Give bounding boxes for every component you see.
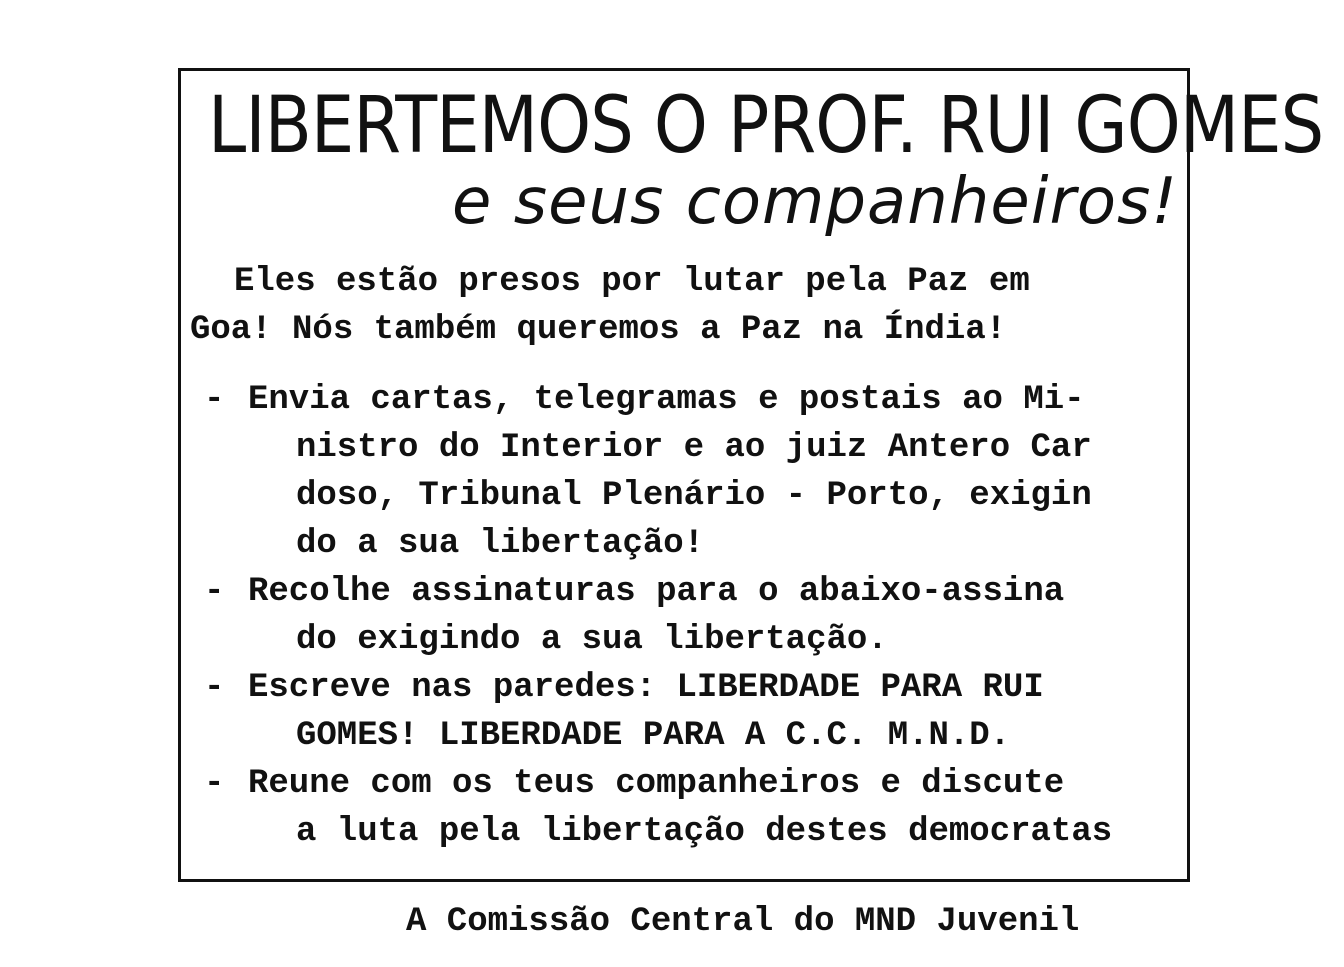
action-line: a luta pela libertação destes democratas [296, 813, 1113, 851]
action-item [204, 376, 1194, 568]
action-text [248, 664, 1044, 760]
action-line: Escreve nas paredes: LIBERDADE PARA RUI [248, 669, 1044, 707]
intro-paragraph [190, 258, 1180, 354]
action-item [204, 760, 1194, 856]
action-line: do exigindo a sua libertação. [296, 621, 888, 659]
action-line: do a sua libertação! [296, 525, 705, 563]
action-text [248, 376, 1092, 568]
action-line: Reune com os teus companheiros e discute [248, 765, 1065, 803]
list-dash: - [204, 669, 225, 707]
leaflet-headline: LIBERTEMOS O PROF. RUI GOMES [208, 81, 1324, 171]
action-line: nistro do Interior e ao juiz Antero Car [296, 429, 1092, 467]
action-line: GOMES! LIBERDADE PARA A C.C. M.N.D. [296, 717, 1011, 755]
list-dash: - [204, 765, 225, 803]
action-line: Recolhe assinaturas para o abaixo-assina [248, 573, 1065, 611]
action-text [248, 568, 1064, 664]
action-text [248, 760, 1112, 856]
action-list [204, 376, 1194, 856]
list-dash: - [204, 573, 225, 611]
intro-line: Eles estão presos por lutar pela Paz em [234, 263, 1030, 301]
action-line: doso, Tribunal Plenário - Porto, exigin [296, 477, 1092, 515]
action-item [204, 568, 1194, 664]
list-dash: - [204, 381, 225, 419]
intro-line: Goa! Nós também queremos a Paz na Índia! [190, 311, 1007, 349]
action-line: Envia cartas, telegramas e postais ao Mi- [248, 381, 1085, 419]
action-item [204, 664, 1194, 760]
leaflet-subheadline: e seus companheiros! [452, 165, 1178, 239]
signature: A Comissão Central do MND Juvenil [406, 903, 1080, 941]
